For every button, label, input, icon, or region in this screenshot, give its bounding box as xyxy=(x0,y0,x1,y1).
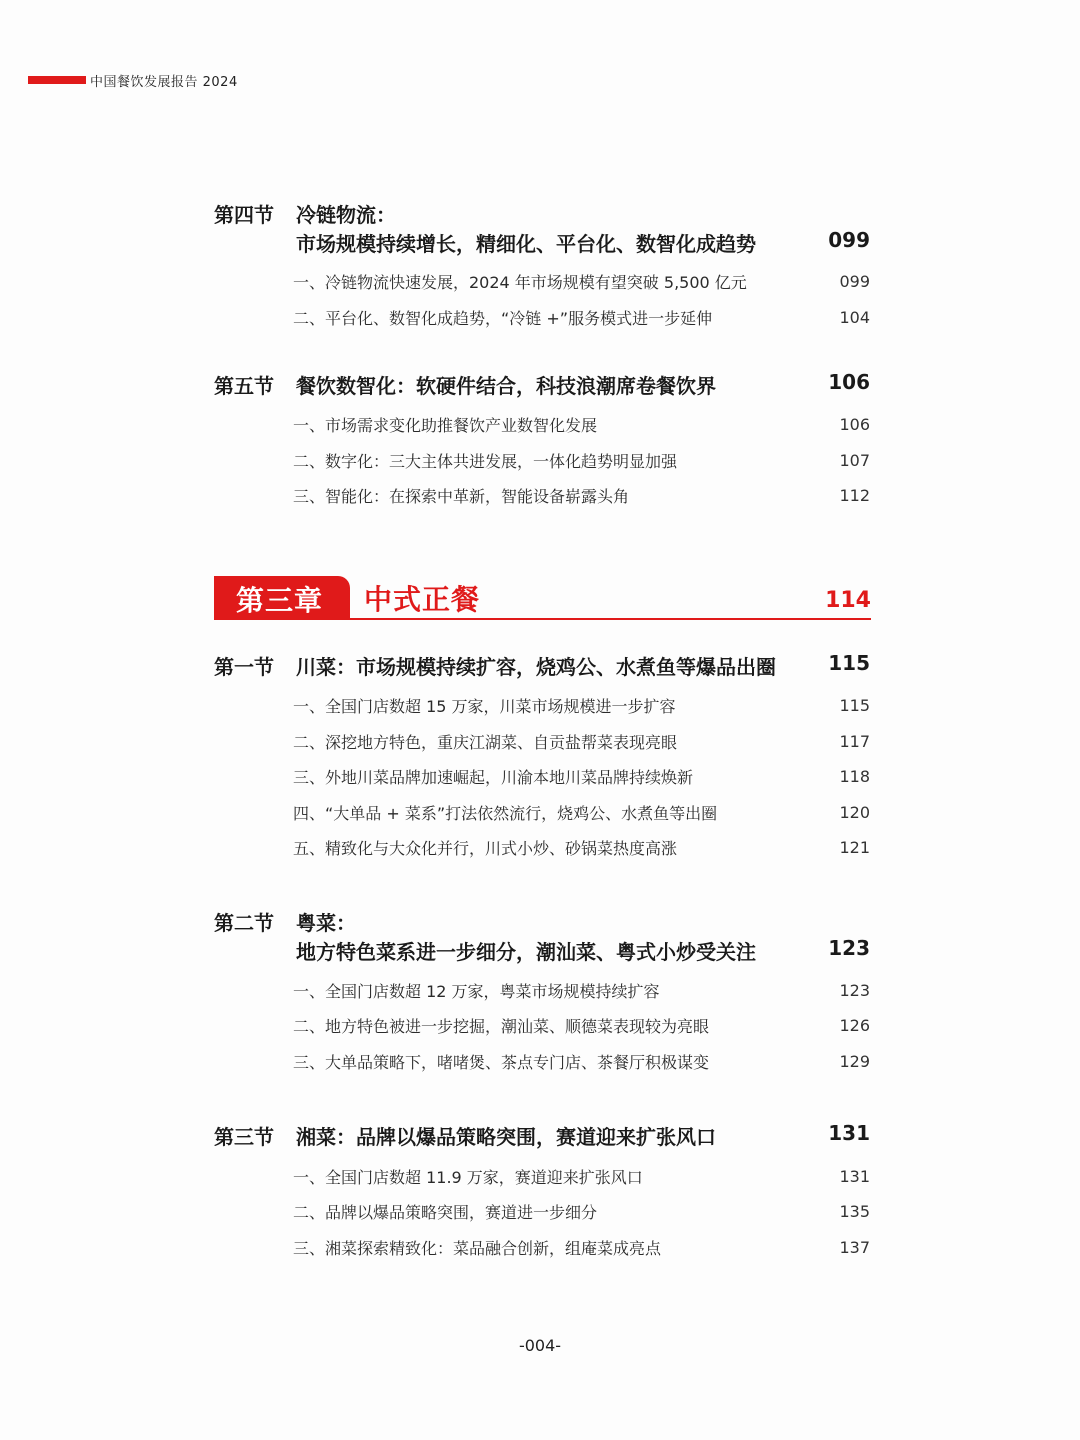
item-label: 一、全国门店数超 15 万家，川菜市场规模进一步扩容 xyxy=(293,696,676,716)
item-page: 121 xyxy=(839,837,870,857)
section-title-line: 市场规模持续增长，精细化、平台化、数智化成趋势 xyxy=(296,232,756,256)
item-label: 一、市场需求变化助推餐饮产业数智化发展 xyxy=(293,415,598,435)
item-label: 五、精致化与大众化并行，川式小炒、砂锅菜热度高涨 xyxy=(293,838,678,858)
chapter-tag xyxy=(214,576,350,618)
toc-item[interactable] xyxy=(293,269,870,293)
item-label: 一、冷链物流快速发展，2024 年市场规模有望突破 5,500 亿元 xyxy=(293,272,747,292)
section-number: 第三节 xyxy=(214,1125,274,1149)
item-page: 115 xyxy=(839,695,870,715)
item-page: 137 xyxy=(839,1237,870,1257)
toc-item[interactable] xyxy=(293,448,870,472)
toc-item[interactable] xyxy=(293,1164,870,1188)
chapter-page: 114 xyxy=(825,588,871,613)
item-label: 三、湘菜探索精致化：菜品融合创新，组庵菜成亮点 xyxy=(293,1238,662,1258)
toc-item[interactable] xyxy=(293,800,870,824)
item-label: 三、大单品策略下，啫啫煲、茶点专门店、茶餐厅积极谋变 xyxy=(293,1052,710,1072)
item-page: 131 xyxy=(839,1166,870,1186)
toc-item[interactable] xyxy=(293,729,870,753)
section-title-line: 冷链物流： xyxy=(296,203,396,227)
section-heading xyxy=(214,651,870,681)
chapter-number: 第三章 xyxy=(236,584,324,617)
item-label: 一、全国门店数超 11.9 万家，赛道迎来扩张风口 xyxy=(293,1167,643,1187)
item-label: 二、数字化：三大主体共进发展，一体化趋势明显加强 xyxy=(293,451,678,471)
item-label: 二、地方特色被进一步挖掘，潮汕菜、顺德菜表现较为亮眼 xyxy=(293,1016,710,1036)
toc-item[interactable] xyxy=(293,693,870,717)
section-number: 第一节 xyxy=(214,655,274,679)
section-page: 131 xyxy=(828,1121,870,1145)
item-page: 106 xyxy=(839,414,870,434)
section-number: 第二节 xyxy=(214,911,274,935)
section-title-line: 川菜：市场规模持续扩容，烧鸡公、水煮鱼等爆品出圈 xyxy=(296,655,776,679)
toc-item[interactable] xyxy=(293,483,870,507)
toc-item[interactable] xyxy=(293,305,870,329)
item-page: 126 xyxy=(839,1015,870,1035)
item-page: 112 xyxy=(839,485,870,505)
item-page: 120 xyxy=(839,802,870,822)
item-page: 118 xyxy=(839,766,870,786)
section-page: 106 xyxy=(828,370,870,394)
section-page: 123 xyxy=(828,936,870,960)
section-title-line: 餐饮数智化：软硬件结合，科技浪潮席卷餐饮界 xyxy=(296,374,716,398)
section-number: 第四节 xyxy=(214,203,274,227)
section-heading xyxy=(214,907,870,967)
section-title-line: 湘菜：品牌以爆品策略突围，赛道迎来扩张风口 xyxy=(296,1125,716,1149)
toc-item[interactable] xyxy=(293,835,870,859)
item-page: 117 xyxy=(839,731,870,751)
item-label: 二、平台化、数智化成趋势，“冷链 +”服务模式进一步延伸 xyxy=(293,308,713,328)
chapter-banner[interactable] xyxy=(214,576,871,622)
toc-item[interactable] xyxy=(293,1199,870,1223)
item-label: 二、品牌以爆品策略突围，赛道进一步细分 xyxy=(293,1202,598,1222)
toc-item[interactable] xyxy=(293,1049,870,1073)
item-label: 三、智能化：在探索中革新，智能设备崭露头角 xyxy=(293,486,630,506)
header-red-bar xyxy=(28,76,86,84)
item-label: 三、外地川菜品牌加速崛起，川渝本地川菜品牌持续焕新 xyxy=(293,767,694,787)
item-page: 099 xyxy=(839,271,870,291)
toc-item[interactable] xyxy=(293,764,870,788)
item-page: 135 xyxy=(839,1201,870,1221)
item-label: 一、全国门店数超 12 万家，粤菜市场规模持续扩容 xyxy=(293,981,660,1001)
toc-item[interactable] xyxy=(293,1013,870,1037)
section-page: 115 xyxy=(828,651,870,675)
item-label: 四、“大单品 + 菜系”打法依然流行，烧鸡公、水煮鱼等出圈 xyxy=(293,803,718,823)
item-page: 123 xyxy=(839,980,870,1000)
item-page: 107 xyxy=(839,450,870,470)
section-title-line: 地方特色菜系进一步细分，潮汕菜、粤式小炒受关注 xyxy=(296,940,756,964)
item-page: 104 xyxy=(839,307,870,327)
section-page: 099 xyxy=(828,228,870,252)
page-number: -004- xyxy=(518,1336,562,1355)
report-title: 中国餐饮发展报告 2024 xyxy=(90,74,238,90)
chapter-rule xyxy=(214,618,871,620)
toc-item[interactable] xyxy=(293,1235,870,1259)
item-page: 129 xyxy=(839,1051,870,1071)
running-header xyxy=(28,70,238,90)
toc-item[interactable] xyxy=(293,412,870,436)
section-heading xyxy=(214,370,870,400)
toc-item[interactable] xyxy=(293,978,870,1002)
item-label: 二、深挖地方特色，重庆江湖菜、自贡盐帮菜表现亮眼 xyxy=(293,732,678,752)
section-title-line: 粤菜： xyxy=(296,911,356,935)
section-number: 第五节 xyxy=(214,374,274,398)
section-heading xyxy=(214,1121,870,1151)
chapter-title: 中式正餐 xyxy=(364,583,481,616)
section-heading xyxy=(214,199,870,259)
